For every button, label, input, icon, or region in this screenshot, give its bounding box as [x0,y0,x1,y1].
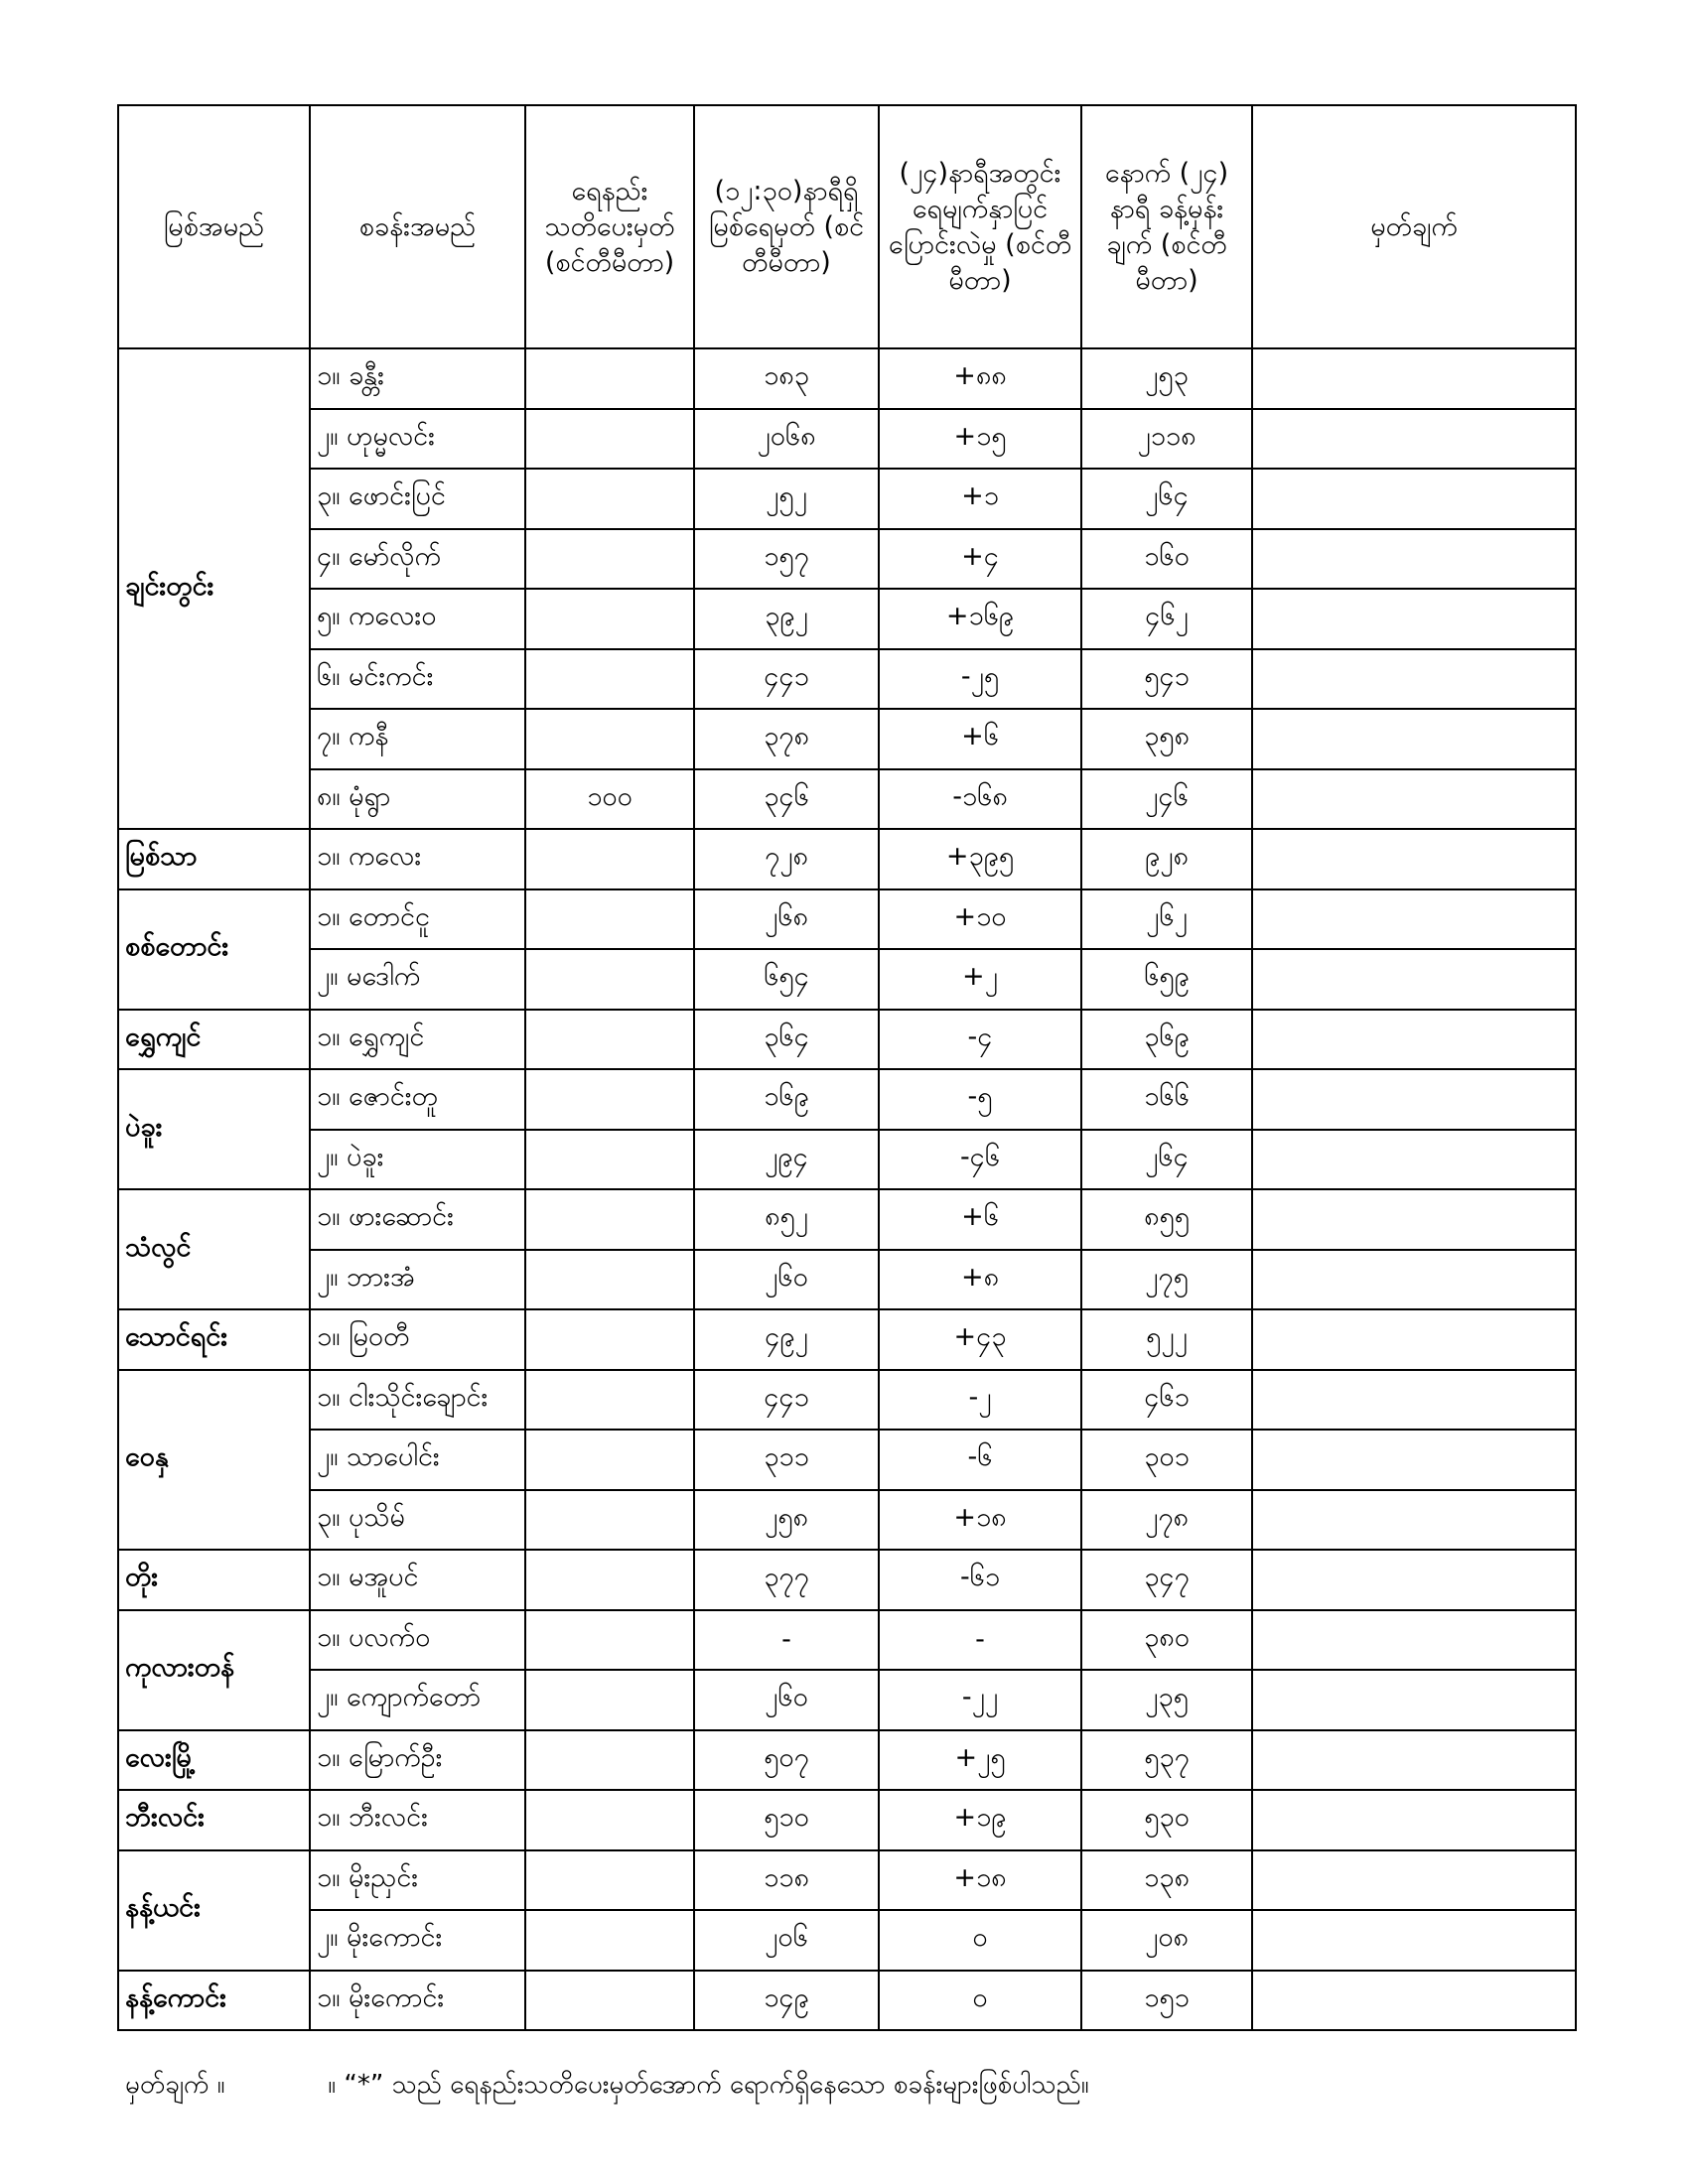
table-row [118,769,1576,830]
remarks-cell [1252,1610,1576,1671]
station-name-cell: ၇။ ကနီ [310,709,525,769]
station-name-cell: ၂။ ဟုမ္မလင်း [310,409,525,470]
forecast-cell: ၂၄၆ [1081,769,1252,830]
station-name-cell: ၁။ တောင်ငူ [310,889,525,950]
low-warning-cell: ၁၀၀ [525,769,694,830]
river-name-cell: နန့်ကောင်း [118,1971,310,2031]
low-warning-cell [525,649,694,710]
table-row [118,1790,1576,1850]
water-level-cell: ၃၉၂ [694,589,879,649]
table-row [118,1550,1576,1610]
water-level-cell: ၈၅၂ [694,1189,879,1250]
low-warning-cell [525,1610,694,1671]
table-row [118,1910,1576,1971]
forecast-cell: ၃၆၉ [1081,1010,1252,1070]
low-warning-cell [525,1910,694,1971]
remarks-cell [1252,1250,1576,1310]
table-row [118,409,1576,470]
change-cell: +၈ [879,1250,1081,1310]
water-level-cell: ၂၆၀ [694,1250,879,1310]
forecast-cell: ၉၂၈ [1081,829,1252,889]
remarks-cell [1252,589,1576,649]
water-level-cell: - [694,1610,879,1671]
river-name-cell: မြစ်သာ [118,829,310,889]
station-name-cell: ၁။ ရွှေကျင် [310,1010,525,1070]
water-level-cell: ၁၆၉ [694,1069,879,1130]
station-name-cell: ၁။ မြောက်ဦး [310,1730,525,1791]
table-row [118,1370,1576,1431]
footnote [125,2067,1089,2106]
station-name-cell: ၁။ ငါးသိုင်းချောင်း [310,1370,525,1431]
forecast-cell: ၁၅၁ [1081,1971,1252,2031]
change-cell: +၆ [879,709,1081,769]
change-cell: +၁၉ [879,1790,1081,1850]
river-name-cell: ပဲခူး [118,1069,310,1189]
water-level-cell: ၂၆၈ [694,889,879,950]
water-level-cell: ၅၁၀ [694,1790,879,1850]
forecast-cell: ၂၀၈ [1081,1910,1252,1971]
table-row [118,1730,1576,1791]
table-row [118,949,1576,1010]
station-name-cell: ၂။ ဘားအံ [310,1250,525,1310]
low-warning-cell [525,709,694,769]
table-row [118,1069,1576,1130]
station-name-cell: ၁။ ဇောင်းတူ [310,1069,525,1130]
station-name-cell: ၁။ မိုးကောင်း [310,1971,525,2031]
river-name-cell: ချင်းတွင်း [118,348,310,829]
station-name-cell: ၂။ ပဲခူး [310,1130,525,1190]
water-level-cell: ၃၁၁ [694,1430,879,1490]
water-level-cell: ၃၄၆ [694,769,879,830]
change-cell: +၁၆၉ [879,589,1081,649]
low-warning-cell [525,1670,694,1730]
station-name-cell: ၁။ ဘီးလင်း [310,1790,525,1850]
header-remarks: မှတ်ချက် [1252,105,1576,348]
station-name-cell: ၃။ ဖောင်းပြင် [310,469,525,529]
water-level-cell: ၅၀၇ [694,1730,879,1791]
table-row [118,709,1576,769]
forecast-cell: ၃၀၁ [1081,1430,1252,1490]
station-name-cell: ၁။ ဖားဆောင်း [310,1189,525,1250]
river-name-cell: သောင်ရင်း [118,1309,310,1370]
change-cell: +၁၈ [879,1850,1081,1911]
low-warning-cell [525,1250,694,1310]
change-cell: - [879,1610,1081,1671]
water-level-cell: ၂၅၈ [694,1490,879,1551]
water-level-cell: ၆၅၄ [694,949,879,1010]
table-row [118,889,1576,950]
change-cell: -၂၂ [879,1670,1081,1730]
low-warning-cell [525,949,694,1010]
header-low-warning-level: ရေနည်း သတိပေးမှတ် (စင်တီမီတာ) [525,105,694,348]
change-cell: +၆ [879,1189,1081,1250]
forecast-cell: ၁၆၆ [1081,1069,1252,1130]
remarks-cell [1252,1189,1576,1250]
footnote-text: ။ “*” သည် ရေနည်းသတိပေးမှတ်အောက် ရောက်ရှိနေသော စခန်းများဖြစ်ပါသည်။ [328,2070,1089,2100]
remarks-cell [1252,949,1576,1010]
header-station-name: စခန်းအမည် [310,105,525,348]
change-cell: +၁ [879,469,1081,529]
remarks-cell [1252,1550,1576,1610]
river-name-cell: စစ်တောင်း [118,889,310,1010]
remarks-cell [1252,1309,1576,1370]
station-name-cell: ၁။ ခန္တီး [310,348,525,409]
header-water-level: (၁၂:၃၀)နာရီရှိ မြစ်ရေမှတ် (စင်တီမီတာ) [694,105,879,348]
change-cell: +၂၅ [879,1730,1081,1791]
table-row [118,348,1576,409]
water-level-cell: ၂၆၀ [694,1670,879,1730]
change-cell: -၄ [879,1010,1081,1070]
forecast-cell: ၂၆၂ [1081,889,1252,950]
header-forecast: နောက် (၂၄) နာရီ ခန့်မှန်းချက် (စင်တီမီတာ) [1081,105,1252,348]
forecast-cell: ၂၇၅ [1081,1250,1252,1310]
change-cell: +၃၉၅ [879,829,1081,889]
change-cell: +၂ [879,949,1081,1010]
forecast-cell: ၂၁၁၈ [1081,409,1252,470]
station-name-cell: ၂။ ကျောက်တော် [310,1670,525,1730]
water-level-cell: ၁၅၇ [694,529,879,590]
forecast-cell: ၃၈၀ [1081,1610,1252,1671]
forecast-cell: ၁၆၀ [1081,529,1252,590]
change-cell: -၄၆ [879,1130,1081,1190]
forecast-cell: ၅၂၂ [1081,1309,1252,1370]
low-warning-cell [525,1971,694,2031]
change-cell: +၄၃ [879,1309,1081,1370]
forecast-cell: ၂၇၈ [1081,1490,1252,1551]
forecast-cell: ၅၃၇ [1081,1730,1252,1791]
low-warning-cell [525,1309,694,1370]
remarks-cell [1252,348,1576,409]
forecast-cell: ၄၆၁ [1081,1370,1252,1431]
table-row [118,529,1576,590]
remarks-cell [1252,829,1576,889]
station-name-cell: ၄။ မော်လိုက် [310,529,525,590]
water-level-cell: ၂၉၄ [694,1130,879,1190]
table-row [118,1610,1576,1671]
water-level-cell: ၄၄၁ [694,1370,879,1431]
change-cell: -၁၆၈ [879,769,1081,830]
river-name-cell: သံလွင် [118,1189,310,1309]
low-warning-cell [525,1490,694,1551]
forecast-cell: ၈၅၅ [1081,1189,1252,1250]
remarks-cell [1252,1730,1576,1791]
remarks-cell [1252,529,1576,590]
low-warning-cell [525,1069,694,1130]
remarks-cell [1252,1370,1576,1431]
water-level-cell: ၃၆၄ [694,1010,879,1070]
change-cell: -၆၁ [879,1550,1081,1610]
forecast-cell: ၅၃၀ [1081,1790,1252,1850]
river-name-cell: ဝေနှ [118,1370,310,1551]
remarks-cell [1252,649,1576,710]
low-warning-cell [525,348,694,409]
forecast-cell: ၃၄၇ [1081,1550,1252,1610]
low-warning-cell [525,1430,694,1490]
remarks-cell [1252,469,1576,529]
water-level-cell: ၂၀၆၈ [694,409,879,470]
table-row [118,589,1576,649]
station-name-cell: ၁။ ပလက်ဝ [310,1610,525,1671]
remarks-cell [1252,1790,1576,1850]
footnote-label: မှတ်ချက် ။ [125,2070,225,2100]
forecast-cell: ၃၅၈ [1081,709,1252,769]
change-cell: +၄ [879,529,1081,590]
low-warning-cell [525,1850,694,1911]
water-level-cell: ၃၇၈ [694,709,879,769]
table-row [118,1490,1576,1551]
change-cell: +၁၈ [879,1490,1081,1551]
remarks-cell [1252,1910,1576,1971]
forecast-cell: ၂၃၅ [1081,1670,1252,1730]
forecast-cell: ၂၅၃ [1081,348,1252,409]
water-level-cell: ၁၁၈ [694,1850,879,1911]
table-row [118,469,1576,529]
low-warning-cell [525,889,694,950]
change-cell: -၂၅ [879,649,1081,710]
water-level-cell: ၂၀၆ [694,1910,879,1971]
forecast-cell: ၂၆၄ [1081,1130,1252,1190]
station-name-cell: ၆။ မင်းကင်း [310,649,525,710]
low-warning-cell [525,409,694,470]
low-warning-cell [525,1189,694,1250]
change-cell: +၁၀ [879,889,1081,950]
water-level-cell: ၂၅၂ [694,469,879,529]
low-warning-cell [525,1550,694,1610]
change-cell: -၂ [879,1370,1081,1431]
table-row [118,649,1576,710]
remarks-cell [1252,1971,1576,2031]
remarks-cell [1252,1850,1576,1911]
remarks-cell [1252,1430,1576,1490]
remarks-cell [1252,1670,1576,1730]
water-level-cell: ၇၂၈ [694,829,879,889]
station-name-cell: ၁။ ကလေး [310,829,525,889]
water-level-cell: ၃၇၇ [694,1550,879,1610]
remarks-cell [1252,709,1576,769]
change-cell: ၀ [879,1971,1081,2031]
river-name-cell: နန့်ယင်း [118,1850,310,1971]
station-name-cell: ၁။ မြဝတီ [310,1309,525,1370]
forecast-cell: ၁၃၈ [1081,1850,1252,1911]
remarks-cell [1252,409,1576,470]
river-level-table [117,104,1577,2031]
table-row [118,1250,1576,1310]
water-level-cell: ၁၄၉ [694,1971,879,2031]
change-cell: -၅ [879,1069,1081,1130]
table-row [118,1850,1576,1911]
station-name-cell: ၃။ ပုသိမ် [310,1490,525,1551]
remarks-cell [1252,1490,1576,1551]
low-warning-cell [525,469,694,529]
table-row [118,1010,1576,1070]
river-name-cell: ကုလားတန် [118,1610,310,1730]
forecast-cell: ၆၅၉ [1081,949,1252,1010]
change-cell: +၈၈ [879,348,1081,409]
table-row [118,1971,1576,2031]
table-row [118,1130,1576,1190]
river-name-cell: လေးမြို့ [118,1730,310,1791]
remarks-cell [1252,889,1576,950]
station-name-cell: ၂။ မဒေါက် [310,949,525,1010]
table-row [118,1670,1576,1730]
table-row [118,1309,1576,1370]
table-row [118,1189,1576,1250]
change-cell: +၁၅ [879,409,1081,470]
header-row [118,105,1576,348]
forecast-cell: ၄၆၂ [1081,589,1252,649]
remarks-cell [1252,769,1576,830]
change-cell: -၆ [879,1430,1081,1490]
river-name-cell: ဘီးလင်း [118,1790,310,1850]
station-name-cell: ၁။ မိုးညှင်း [310,1850,525,1911]
change-cell: ၀ [879,1910,1081,1971]
low-warning-cell [525,1130,694,1190]
water-level-cell: ၁၈၃ [694,348,879,409]
low-warning-cell [525,1790,694,1850]
station-name-cell: ၂။ သာပေါင်း [310,1430,525,1490]
station-name-cell: ၅။ ကလေးဝ [310,589,525,649]
remarks-cell [1252,1130,1576,1190]
low-warning-cell [525,1370,694,1431]
header-river-name: မြစ်အမည် [118,105,310,348]
low-warning-cell [525,829,694,889]
water-level-cell: ၄၄၁ [694,649,879,710]
river-level-sheet [117,104,1577,2031]
remarks-cell [1252,1069,1576,1130]
forecast-cell: ၂၆၄ [1081,469,1252,529]
forecast-cell: ၅၄၁ [1081,649,1252,710]
station-name-cell: ၂။ မိုးကောင်း [310,1910,525,1971]
low-warning-cell [525,589,694,649]
table-row [118,829,1576,889]
low-warning-cell [525,529,694,590]
header-24h-change: (၂၄)နာရီအတွင်း ရေမျက်နှာပြင် ပြောင်းလဲမှု (စင်တီမီတာ) [879,105,1081,348]
table-row [118,1430,1576,1490]
low-warning-cell [525,1010,694,1070]
water-level-cell: ၄၉၂ [694,1309,879,1370]
low-warning-cell [525,1730,694,1791]
table-body [118,348,1576,2030]
station-name-cell: ၈။ မုံရွာ [310,769,525,830]
river-name-cell: တိုး [118,1550,310,1610]
station-name-cell: ၁။ မအူပင် [310,1550,525,1610]
remarks-cell [1252,1010,1576,1070]
river-name-cell: ရွှေကျင် [118,1010,310,1070]
